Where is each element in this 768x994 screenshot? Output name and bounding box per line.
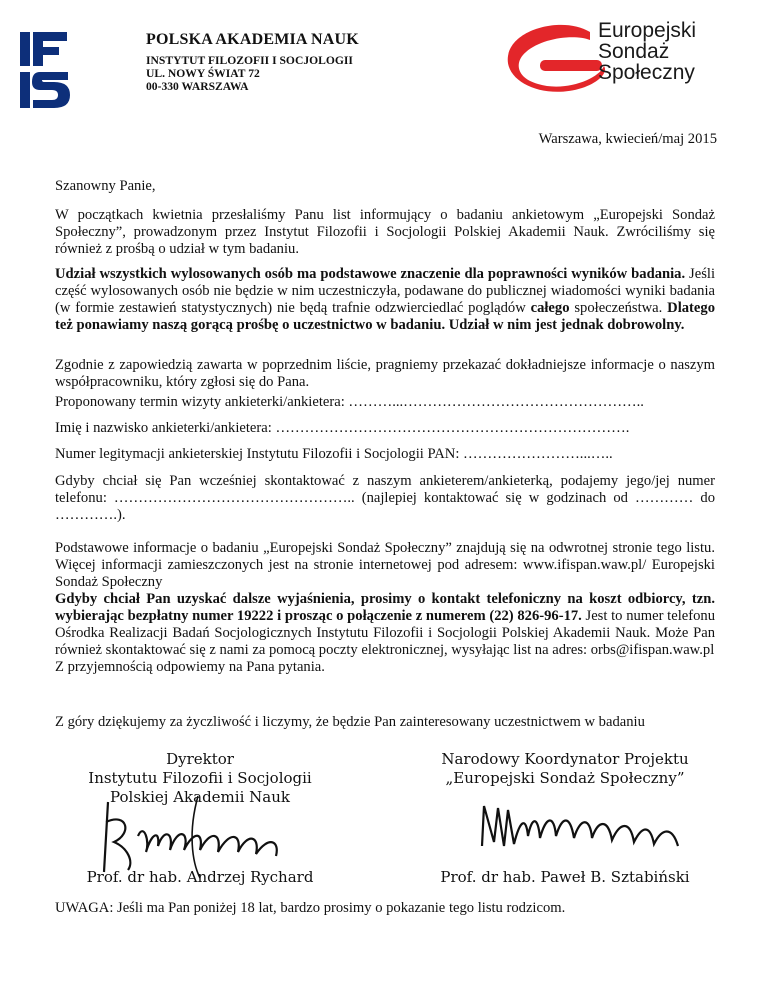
sig-right-title2: „Europejski Sondaż Społeczny” <box>445 769 685 787</box>
institute-street: UL. NOWY ŚWIAT 72 <box>146 66 260 80</box>
sig-left-title3: Polskiej Akademii Nauk <box>110 788 290 806</box>
sig-left-title1: Dyrektor <box>166 750 234 768</box>
para2-bold2: całego <box>525 300 570 316</box>
paragraph-2 <box>55 266 715 334</box>
ess-logo <box>504 20 734 102</box>
sig-right-name: Prof. dr hab. Paweł B. Sztabiński <box>440 868 690 886</box>
institution-header <box>146 32 359 93</box>
paragraph-3: Zgodnie z zapowiedzią zawarta w poprzednim liście, pragniemy przekazać dokładniejsze informacje o naszym współpracowniku, który zgłosi się do Pana. <box>55 357 715 390</box>
institution-name: POLSKA AKADEMIA NAUK <box>146 31 359 48</box>
paragraph-4 <box>55 540 715 676</box>
para2-bold3: Dlatego też ponawiamy naszą gorącą prośbę o uczestnictwo w badaniu. Udział w nim jest jednak dobrowolny. <box>55 300 715 333</box>
greeting: Szanowny Panie, <box>55 178 156 194</box>
field-interviewer-phone: Gdyby chciał się Pan wcześniej skontaktować z naszym ankieterem/ankieterką, podajemy jego/jej numer telefonu: ………………………………………….. (najlepiej kontaktować się w godzinach od ………… do ………….). <box>55 473 715 523</box>
field-visit-date: Proponowany termin wizyty ankieterki/ankietera: ………...………………………………………….. <box>55 394 644 410</box>
sig-right-title1: Narodowy Koordynator Projektu <box>441 750 689 768</box>
institute-postal: 00-330 WARSZAWA <box>146 80 249 94</box>
field-interviewer-id: Numer legitymacji ankieterskiej Instytutu Filozofii i Socjologii PAN: ……………………...….. <box>55 446 613 462</box>
signature-right-titles <box>420 750 710 788</box>
ifis-logo-icon <box>18 30 74 110</box>
ess-line1: Europejski <box>598 19 697 42</box>
sig-left-title2: Instytutu Filozofii i Socjologii <box>88 769 312 787</box>
letter-date: Warszawa, kwiecień/maj 2015 <box>538 131 717 147</box>
ess-line3: Społeczny <box>598 61 695 84</box>
ess-line2: Sondaż <box>598 40 670 63</box>
para4-bold1: Gdyby chciał Pan uzyskać dalsze wyjaśnienia, prosimy o kontakt telefoniczny na koszt odbiorcy, tzn. wybierając bezpłatny numer 19222 i prosząc o połączenie z numerem (22) 826-96-17. <box>55 591 715 624</box>
paragraph-1: W początkach kwietnia przesłaliśmy Panu list informujący o badaniu ankietowym „Europejski Sondaż Społeczny”, prowadzonym przez Instytut Filozofii i Socjologii Polskiej Akademii Nauk. Zwróciliśmy się również z prośbą o udział w tym badaniu. <box>55 207 715 257</box>
field-interviewer-name: Imię i nazwisko ankieterki/ankietera: ………………………………………………………………. <box>55 420 630 436</box>
para4-text3: Z przyjemnością odpowiemy na Pana pytania. <box>55 659 325 675</box>
para4-text1: Podstawowe informacje o badaniu „Europejski Sondaż Społeczny” znajdują się na odwrotnej stronie tego listu. Więcej informacji zamieszczonych jest na stronie internetowej pod adresem: www.ifispan.waw.pl/ Europejski Sondaż Społeczny <box>55 540 715 590</box>
note: UWAGA: Jeśli ma Pan poniżej 18 lat, bardzo prosimy o pokazanie tego listu rodzicom. <box>55 900 566 916</box>
paragraph-5: Z góry dziękujemy za życzliwość i liczymy, że będzie Pan zainteresowany uczestnictwem w badaniu <box>55 714 645 730</box>
para4-text2: Jest to numer telefonu Ośrodka Realizacji Badań Socjologicznych Instytutu Filozofii i Socjologii Polskiej Akademii Nauk. Może Pan również skontaktować się z nami za pomocą poczty elektronicznej, wysyłając list na adres: orbs@ifispan.waw.pl <box>55 608 715 658</box>
signature-right-handwriting <box>474 796 704 866</box>
para2-text2: społeczeństwa. <box>569 300 663 316</box>
para2-bold1: Udział wszystkich wylosowanych osób ma podstawowe znaczenie dla poprawności wyników badania. <box>55 266 686 282</box>
para2-text1: Jeśli część wylosowanych osób nie będzie w nim uczestniczyła, podawane do publicznej wiadomości wyniki badania (w formie zestawień statystycznych) nie będą trafnie odzwierciedlać poglądów <box>55 266 715 316</box>
institute-name: INSTYTUT FILOZOFII I SOCJOLOGII <box>146 53 353 67</box>
sig-left-name: Prof. dr hab. Andrzej Rychard <box>86 868 314 886</box>
